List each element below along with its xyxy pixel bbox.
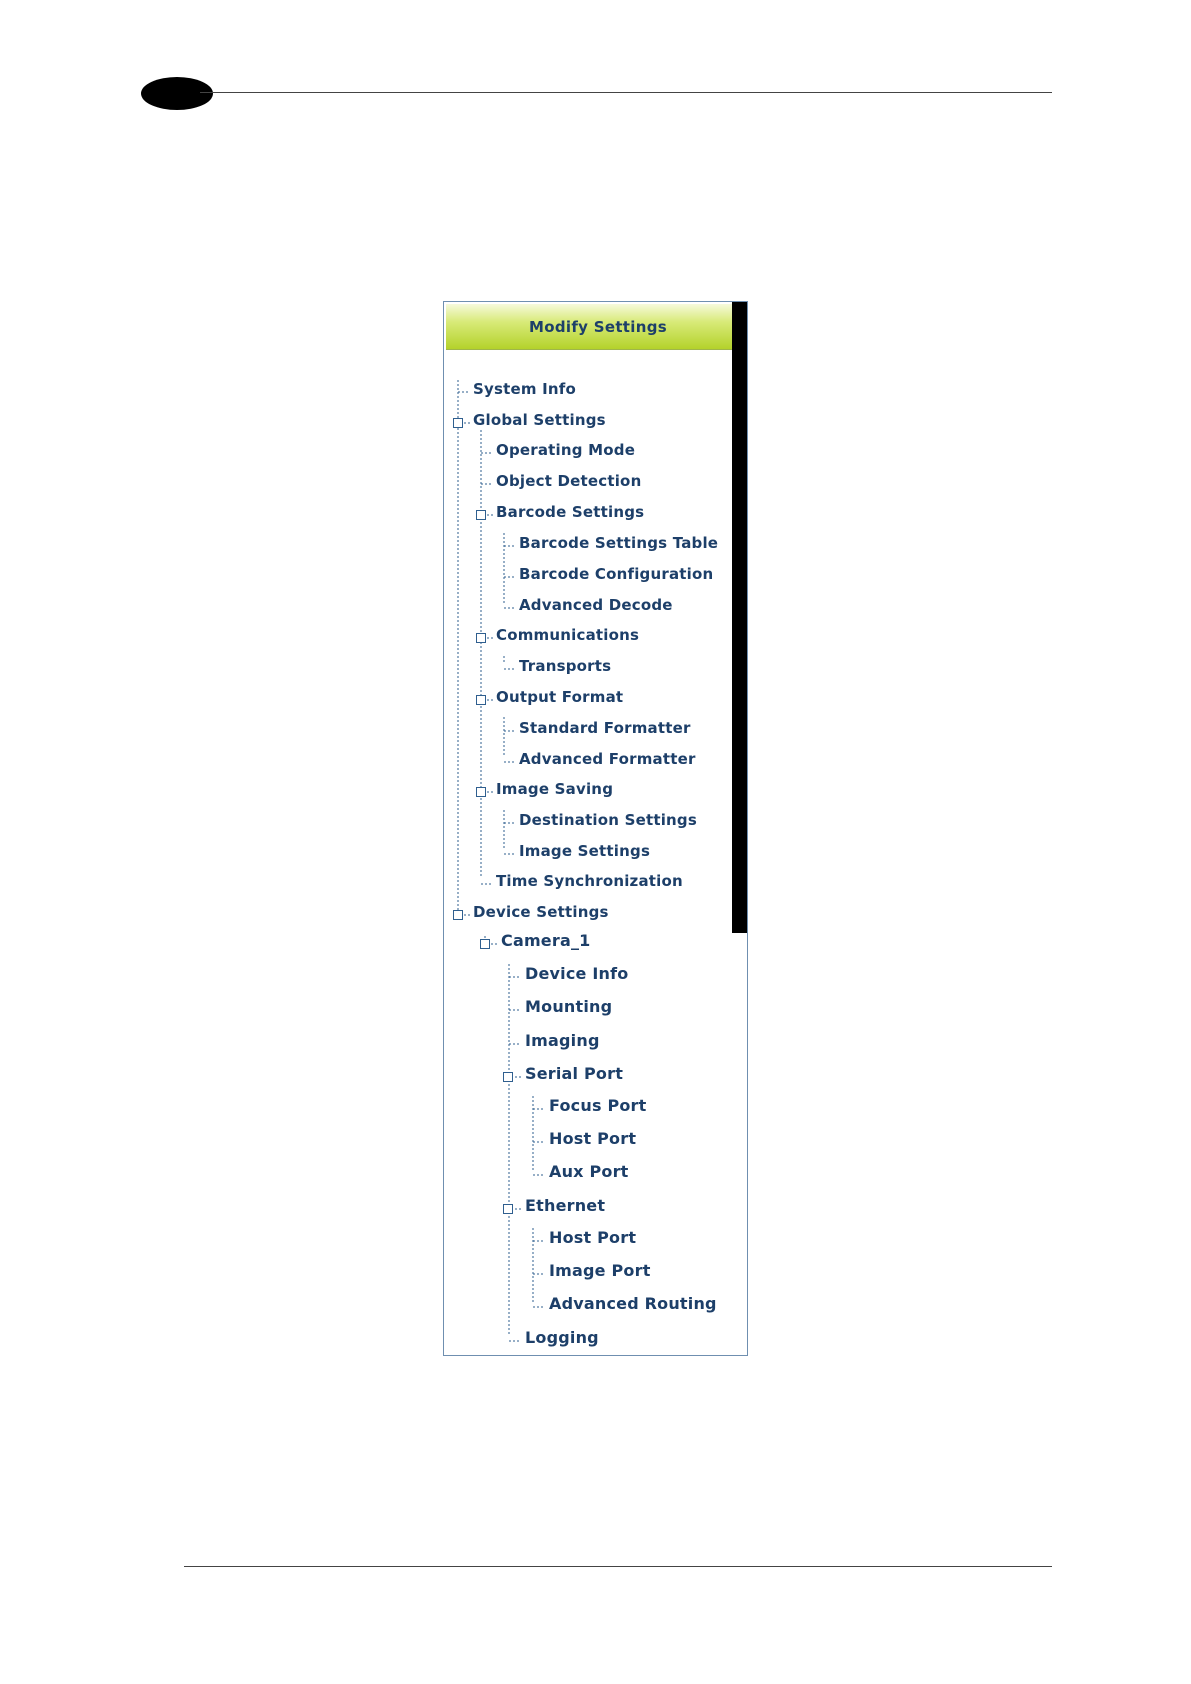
tree-item-device-settings[interactable]: Device Settings — [473, 903, 609, 921]
collapse-toggle-serial-port[interactable] — [503, 1072, 513, 1082]
tree-item-barcode-settings[interactable]: Barcode Settings — [496, 503, 645, 521]
tree-item-advanced-routing[interactable]: Advanced Routing — [549, 1294, 717, 1313]
collapse-toggle-communications[interactable] — [476, 633, 486, 643]
tree-item-time-synchronization[interactable]: Time Synchronization — [496, 872, 683, 890]
tree-item-transports[interactable]: Transports — [519, 657, 612, 675]
tree-item-device-info[interactable]: Device Info — [525, 964, 629, 983]
collapse-toggle-image-saving[interactable] — [476, 787, 486, 797]
tree-item-global-settings[interactable]: Global Settings — [473, 411, 606, 429]
tree-item-focus-port[interactable]: Focus Port — [549, 1096, 647, 1115]
collapse-toggle-output-format[interactable] — [476, 695, 486, 705]
tree-item-barcode-configuration[interactable]: Barcode Configuration — [519, 565, 714, 583]
tree-item-advanced-decode[interactable]: Advanced Decode — [519, 596, 673, 614]
tree-item-camera-1[interactable]: Camera_1 — [501, 931, 591, 950]
collapse-toggle-device-settings[interactable] — [453, 910, 463, 920]
tree-item-image-port[interactable]: Image Port — [549, 1261, 651, 1280]
collapse-toggle-ethernet[interactable] — [503, 1204, 513, 1214]
collapse-toggle-camera-1[interactable] — [480, 939, 490, 949]
page-number-tab — [141, 77, 213, 110]
tree-item-aux-port[interactable]: Aux Port — [549, 1162, 629, 1181]
tree-item-object-detection[interactable]: Object Detection — [496, 472, 642, 490]
tree-item-ethernet-host-port[interactable]: Host Port — [549, 1228, 637, 1247]
tree-item-destination-settings[interactable]: Destination Settings — [519, 811, 697, 829]
tree-item-serial-host-port[interactable]: Host Port — [549, 1129, 637, 1148]
tree-item-barcode-settings-table[interactable]: Barcode Settings Table — [519, 534, 719, 552]
panel-scrollbar[interactable] — [732, 302, 747, 933]
tree-item-serial-port[interactable]: Serial Port — [525, 1064, 624, 1083]
tree-item-output-format[interactable]: Output Format — [496, 688, 624, 706]
panel-title: Modify Settings — [529, 317, 667, 336]
header-rule — [200, 92, 1052, 93]
tree-item-image-settings[interactable]: Image Settings — [519, 842, 651, 860]
panel-header — [446, 304, 732, 350]
tree-item-ethernet[interactable]: Ethernet — [525, 1196, 606, 1215]
tree-item-system-info[interactable]: System Info — [473, 380, 576, 398]
tree-item-logging[interactable]: Logging — [525, 1328, 599, 1347]
tree-item-mounting[interactable]: Mounting — [525, 997, 613, 1016]
tree-item-operating-mode[interactable]: Operating Mode — [496, 441, 636, 459]
tree-item-imaging[interactable]: Imaging — [525, 1031, 600, 1050]
collapse-toggle-global-settings[interactable] — [453, 418, 463, 428]
tree-item-advanced-formatter[interactable]: Advanced Formatter — [519, 750, 696, 768]
tree-item-standard-formatter[interactable]: Standard Formatter — [519, 719, 691, 737]
tree-item-communications[interactable]: Communications — [496, 626, 640, 644]
collapse-toggle-barcode-settings[interactable] — [476, 510, 486, 520]
tree-item-image-saving[interactable]: Image Saving — [496, 780, 614, 798]
footer-rule — [184, 1566, 1052, 1567]
